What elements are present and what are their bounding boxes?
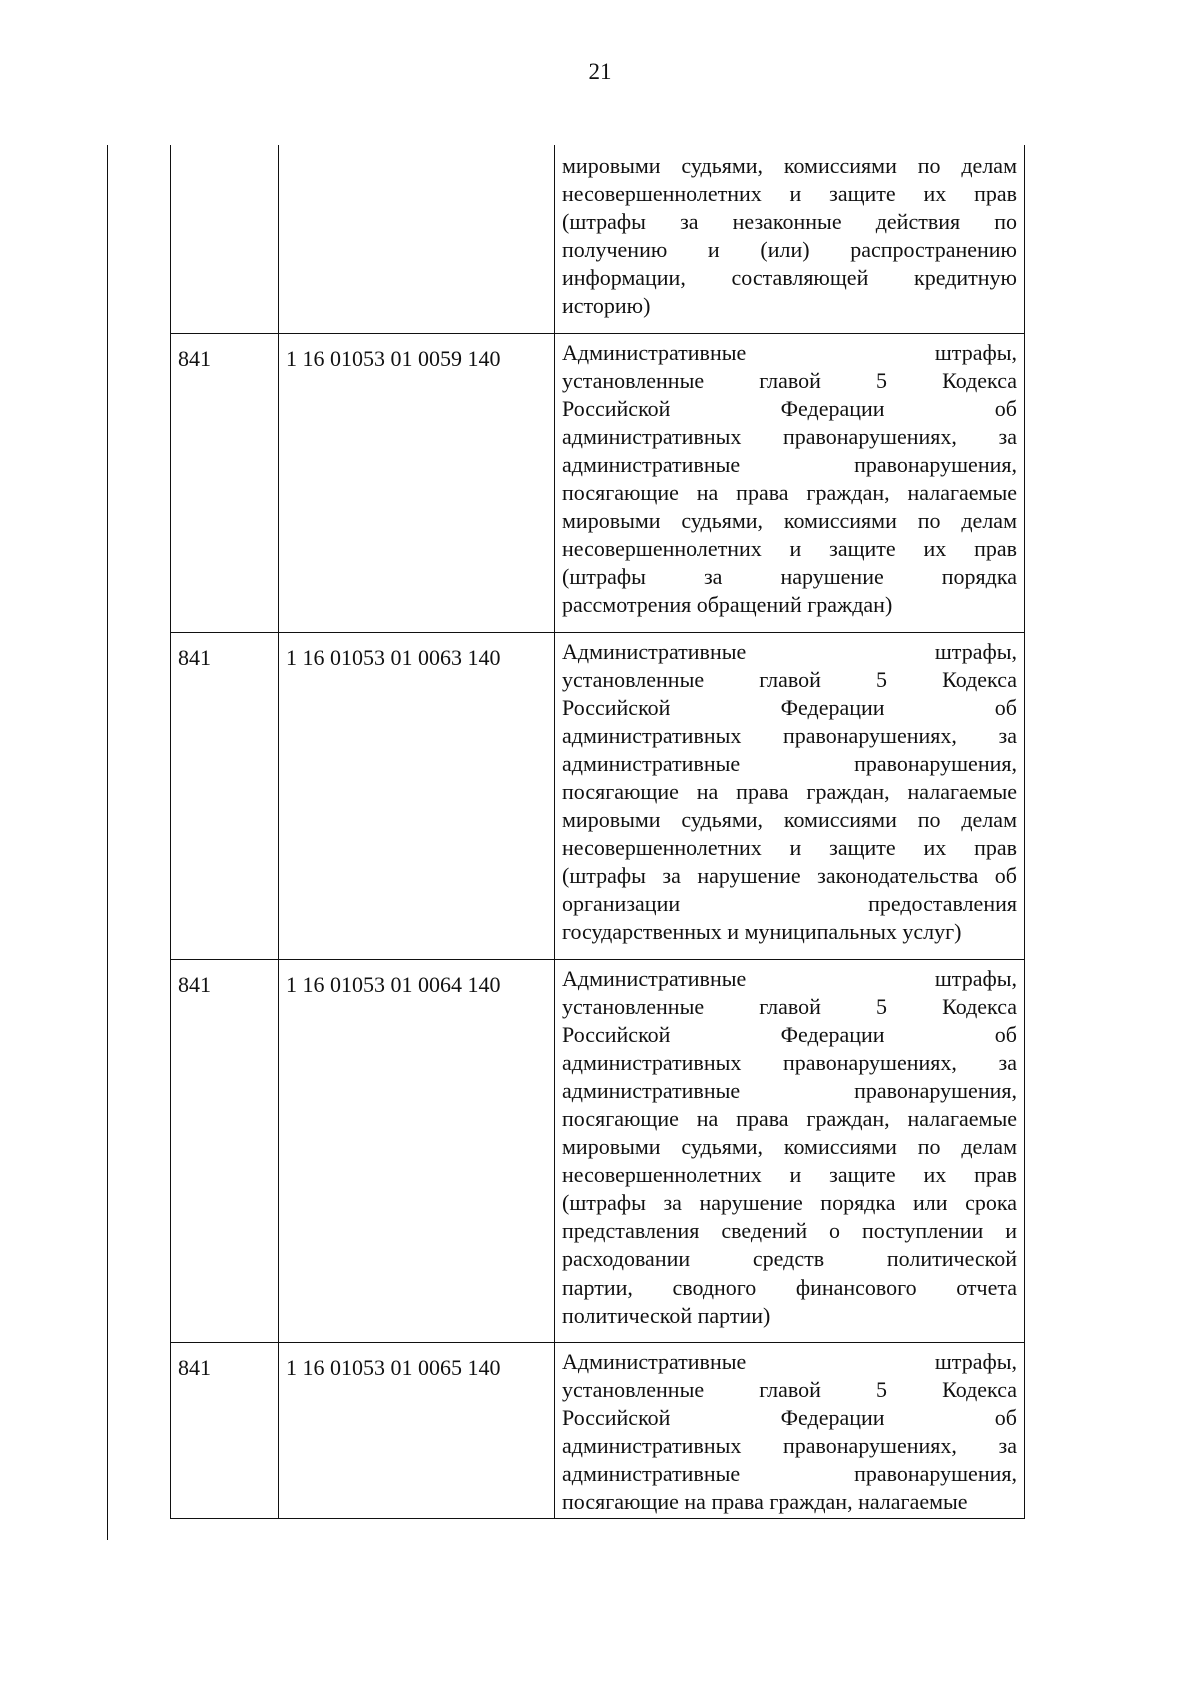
admin-code-cell <box>171 145 279 333</box>
revenue-name-line: Российской Федерации об <box>562 1404 1017 1430</box>
admin-code-cell: 841 <box>171 632 279 959</box>
page-number: 21 <box>588 59 612 84</box>
admin-code-cell: 841 <box>171 333 279 632</box>
revenue-name-line: несовершеннолетних и защите их прав <box>562 835 1017 861</box>
revenue-name-cell <box>555 632 1025 959</box>
revenue-name-line: (штрафы за незаконные действия по <box>562 209 1017 235</box>
table-row <box>171 333 1025 632</box>
revenue-name-line: (штрафы за нарушение порядка или срока <box>562 1190 1017 1216</box>
revenue-name-line: несовершеннолетних и защите их прав <box>562 181 1017 207</box>
revenue-name-line: государственных и муниципальных услуг) <box>562 919 962 945</box>
revenue-name-cell <box>555 959 1025 1342</box>
table-row <box>171 959 1025 1342</box>
fines-table <box>170 145 1025 1519</box>
revenue-name-line: несовершеннолетних и защите их прав <box>562 1162 1017 1188</box>
revenue-name-line: мировыми судьями, комиссиями по делам <box>562 508 1017 534</box>
revenue-name-line: установленные главой 5 Кодекса <box>562 367 1017 393</box>
revenue-name-line: административные правонарушения, <box>562 451 1017 477</box>
kbk-code-cell: 1 16 01053 01 0063 140 <box>279 632 555 959</box>
revenue-name-cell <box>555 333 1025 632</box>
revenue-name-line: рассмотрения обращений граждан) <box>562 592 893 618</box>
revenue-name-line: информации, составляющей кредитную <box>562 265 1017 291</box>
revenue-name-line: (штрафы за нарушение законодательства об <box>562 863 1017 889</box>
revenue-name-line: Административные штрафы, <box>562 339 1017 365</box>
revenue-name-cell <box>555 145 1025 333</box>
revenue-name-line: (штрафы за нарушение порядка <box>562 564 1017 590</box>
revenue-name-line: административных правонарушениях, за <box>562 1049 1017 1075</box>
revenue-name-line: мировыми судьями, комиссиями по делам <box>562 807 1017 833</box>
revenue-name-line: установленные главой 5 Кодекса <box>562 993 1017 1019</box>
table-row <box>171 1342 1025 1519</box>
revenue-name-line: политической партии) <box>562 1302 771 1328</box>
revenue-name-line: Административные штрафы, <box>562 1348 1017 1374</box>
kbk-code-cell: 1 16 01053 01 0059 140 <box>279 333 555 632</box>
revenue-name-line: Российской Федерации об <box>562 1021 1017 1047</box>
revenue-name-line: Административные штрафы, <box>562 638 1017 664</box>
admin-code-cell: 841 <box>171 959 279 1342</box>
table-row <box>171 632 1025 959</box>
kbk-code-cell: 1 16 01053 01 0064 140 <box>279 959 555 1342</box>
revenue-name-line: административных правонарушениях, за <box>562 1433 1017 1459</box>
table-body <box>171 145 1025 1519</box>
revenue-name-line: историю) <box>562 293 651 319</box>
revenue-name-line: административные правонарушения, <box>562 1077 1017 1103</box>
revenue-name-line: несовершеннолетних и защите их прав <box>562 536 1017 562</box>
left-margin-line <box>107 145 108 1540</box>
revenue-name-line: мировыми судьями, комиссиями по делам <box>562 1134 1017 1160</box>
revenue-name-line: расходовании средств политической <box>562 1246 1017 1272</box>
revenue-name-line: организации предоставления <box>562 891 1017 917</box>
admin-code-cell: 841 <box>171 1342 279 1519</box>
revenue-name-line: административные правонарушения, <box>562 1461 1017 1487</box>
kbk-code-cell: 1 16 01053 01 0065 140 <box>279 1342 555 1519</box>
revenue-name-line: административных правонарушениях, за <box>562 423 1017 449</box>
revenue-name-line: посягающие на права граждан, налагаемые <box>562 778 1017 804</box>
revenue-name-line: партии, сводного финансового отчета <box>562 1274 1017 1300</box>
revenue-name-line: установленные главой 5 Кодекса <box>562 1376 1017 1402</box>
revenue-name-line: представления сведений о поступлении и <box>562 1218 1017 1244</box>
revenue-name-line: получению и (или) распространению <box>562 237 1017 263</box>
revenue-name-line: административных правонарушениях, за <box>562 722 1017 748</box>
revenue-name-line: посягающие на права граждан, налагаемые <box>562 1489 968 1515</box>
revenue-name-line: посягающие на права граждан, налагаемые <box>562 480 1017 506</box>
revenue-name-line: посягающие на права граждан, налагаемые <box>562 1106 1017 1131</box>
revenue-name-line: Российской Федерации об <box>562 395 1017 421</box>
revenue-name-line: Административные штрафы, <box>562 965 1017 991</box>
revenue-name-line: мировыми судьями, комиссиями по делам <box>562 153 1017 178</box>
table-row <box>171 145 1025 333</box>
revenue-name-line: установленные главой 5 Кодекса <box>562 666 1017 692</box>
revenue-name-cell <box>555 1342 1025 1519</box>
revenue-name-line: административные правонарушения, <box>562 750 1017 776</box>
kbk-code-cell <box>279 145 555 333</box>
revenue-name-line: Российской Федерации об <box>562 694 1017 720</box>
